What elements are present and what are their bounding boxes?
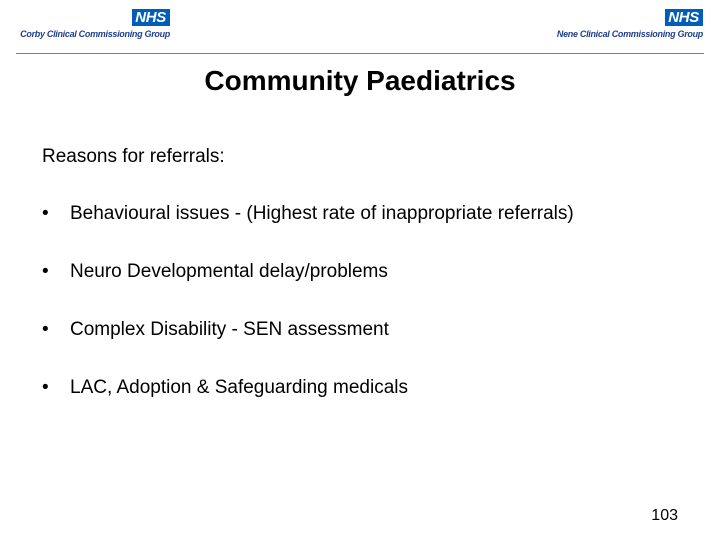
nhs-badge-right: NHS [665,9,703,26]
nene-ccg-name: Nene Clinical Commissioning Group [556,29,703,39]
corby-ccg-name: Corby Clinical Commissioning Group [20,29,170,39]
page-number: 103 [651,507,678,524]
slide-title: Community Paediatrics [204,65,516,96]
nene-ccg-logo [543,9,703,39]
list-item [42,376,574,434]
nhs-badge-left: NHS [132,9,170,26]
bullet-icon: • [42,319,49,340]
bullet-icon: • [42,261,49,282]
list-item [42,318,574,376]
list-item-text: LAC, Adoption & Safeguarding medicals [70,377,408,398]
referral-reasons-list [42,202,574,434]
bullet-icon: • [42,203,49,224]
intro-text: Reasons for referrals: [42,146,225,167]
bullet-icon: • [42,377,49,398]
corby-ccg-logo [16,9,170,39]
list-item-text: Complex Disability - SEN assessment [70,319,389,340]
list-item [42,260,574,318]
header-divider [16,53,704,54]
list-item-text: Neuro Developmental delay/problems [70,261,388,282]
list-item-text: Behavioural issues - (Highest rate of inappropriate referrals) [70,203,574,224]
list-item [42,202,574,260]
